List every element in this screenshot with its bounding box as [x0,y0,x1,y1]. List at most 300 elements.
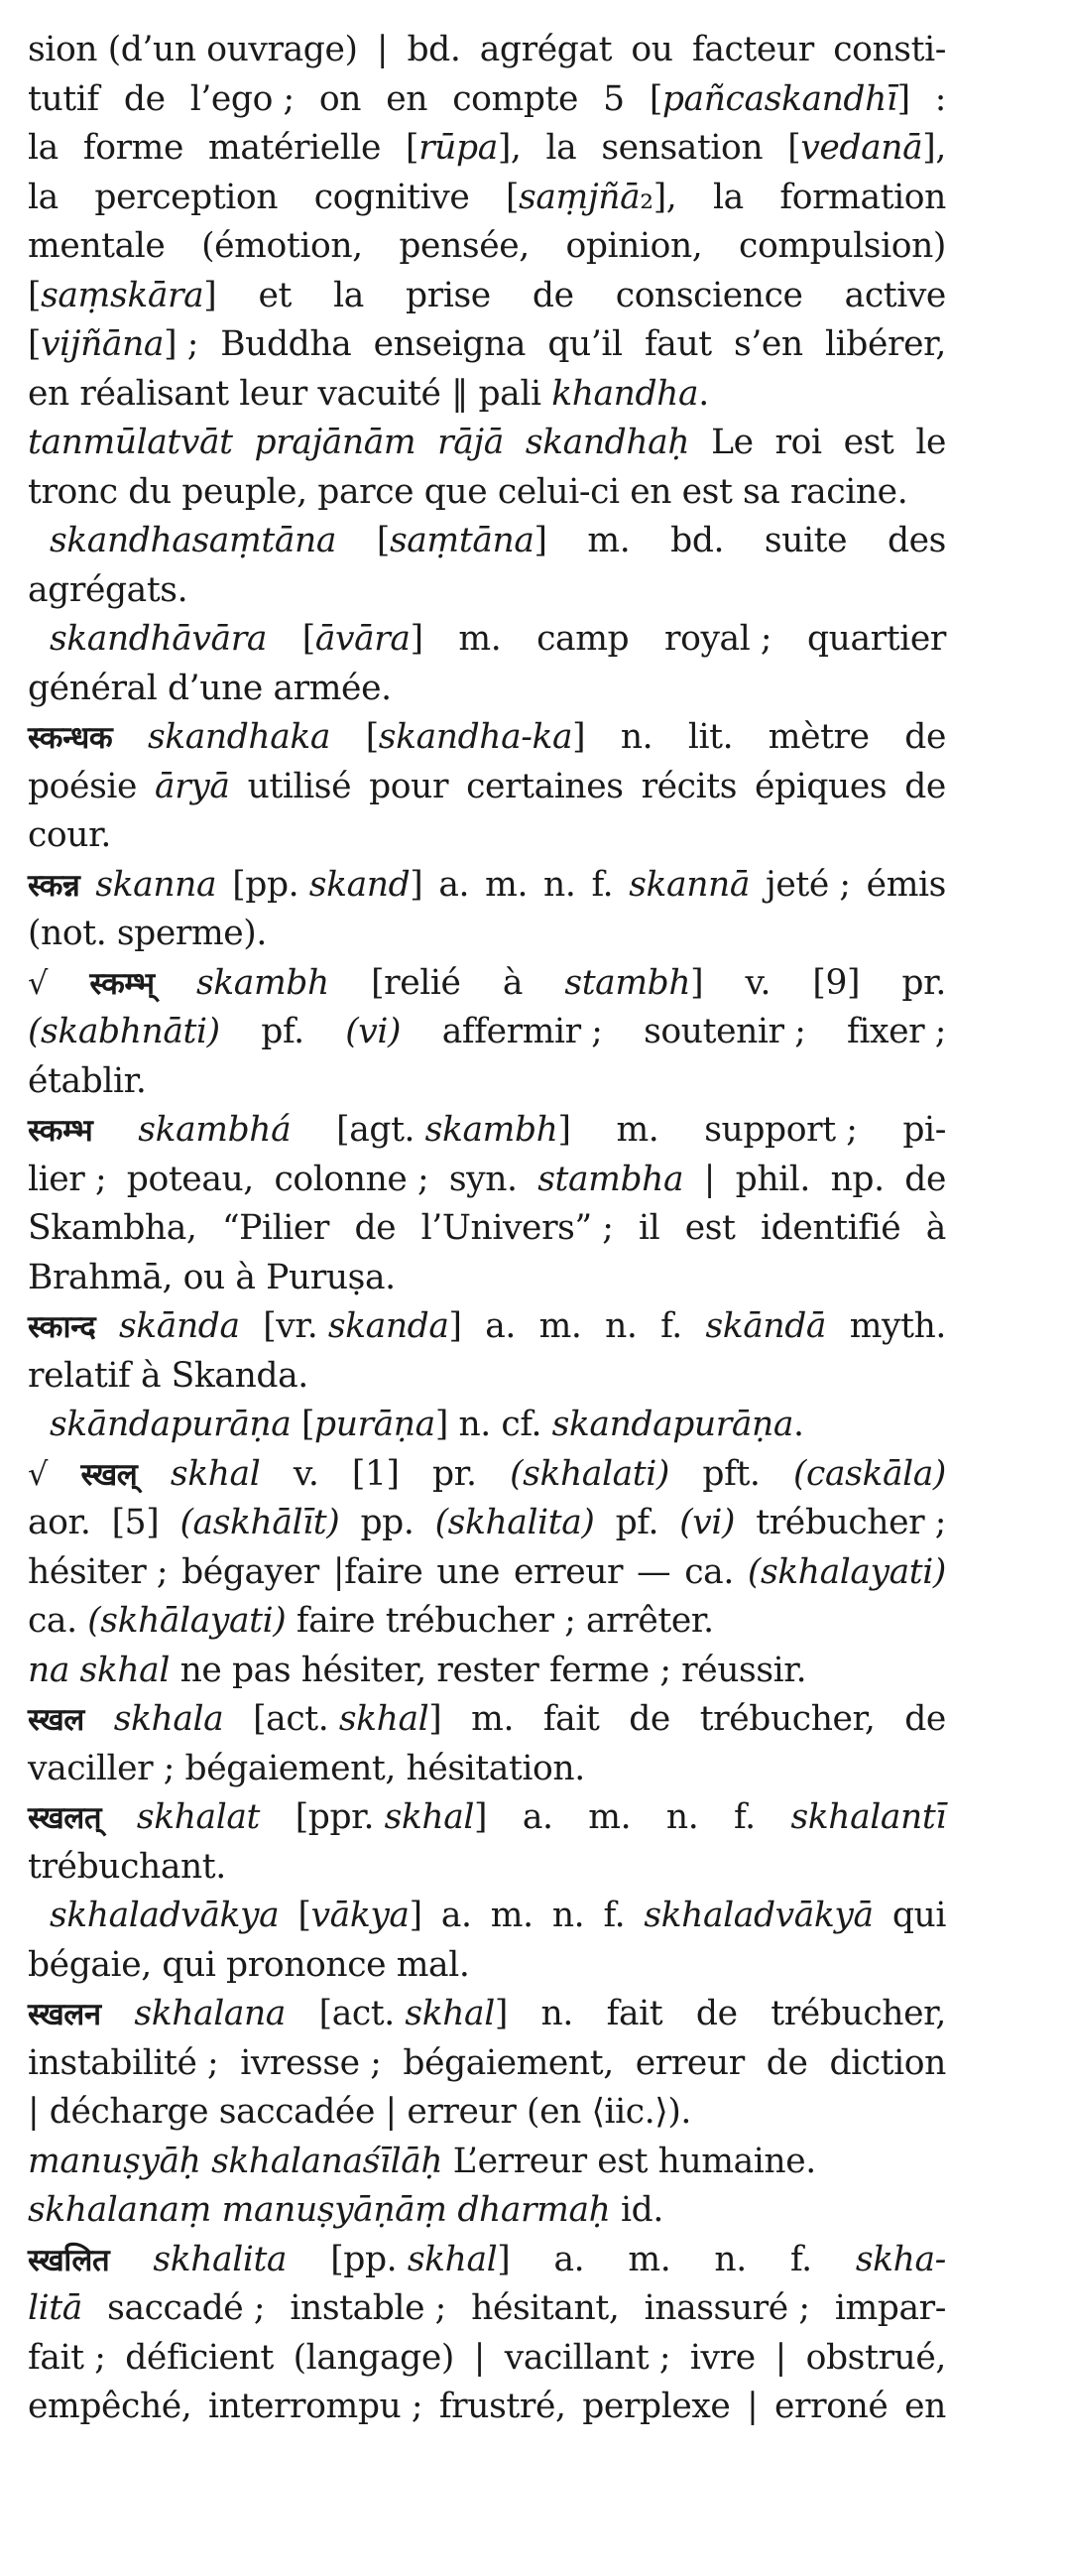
word [685,1204,736,1254]
text-run: poteau, [126,1159,254,1199]
word [485,861,528,911]
word [771,1990,946,2039]
word [439,2383,566,2432]
text-run: syn. [448,1159,518,1199]
text-run: ] [409,1896,422,1935]
text-line [28,713,946,763]
word [134,1990,286,2039]
text-run: fixer ; [847,1012,946,1051]
text-run: lit. [687,717,734,757]
text-run: (émotion, [201,226,363,266]
text-run: relatif à Skanda. [28,1355,308,1396]
word [155,763,230,812]
word [629,861,750,911]
text-run: perplexe [582,2387,731,2426]
word [28,1548,168,1598]
text-run: affermir ; [441,1012,603,1051]
text-line [28,2138,946,2187]
italic-term: (skhalati) [510,1453,669,1494]
word [406,124,521,174]
italic-term: skand [308,864,411,905]
word [644,1008,805,1057]
italic-term: skāndā [705,1306,827,1346]
italic-term: (caskāla) [792,1453,946,1494]
text-line [28,1254,946,1303]
text-run: frustré, [438,2387,566,2426]
word [650,75,910,125]
italic-term: skhal [170,1453,261,1494]
text-run: m. [616,1110,659,1150]
text-run: n. [540,1994,573,2033]
word [790,2236,812,2285]
italic-term: pañcaskandhī [661,78,897,119]
devanagari-headword: स्खलन [28,1997,101,2032]
italic-term: skandha-ka [378,717,573,757]
word [892,1892,946,1941]
word [734,1793,756,1843]
text-run: des [887,521,946,560]
text-run: n. [605,1306,638,1346]
word [696,1990,738,2039]
word [748,1548,946,1598]
italic-term: skāndapurāṇa [50,1405,292,1444]
word [616,1106,658,1156]
word [377,26,388,75]
italic-term: na skhal [28,1650,170,1690]
text-run: l’ego ; [189,78,295,119]
word [28,2383,191,2432]
italic-term: skhalantī [790,1797,946,1837]
word [28,2334,105,2384]
text-run: [ [505,177,520,217]
word [95,861,216,911]
word [50,1892,279,1941]
devanagari-headword: स्खलत् [28,1800,102,1836]
text-line [28,665,946,714]
italic-term: stambha [537,1159,684,1199]
text-line [28,26,946,75]
text-run: trébuchant. [28,1846,226,1887]
italic-term: rājā [437,423,504,462]
word [28,1302,95,1352]
root-sign-icon: √ [28,1454,48,1493]
text-run: pft. [702,1453,761,1494]
text-line [28,1008,946,1057]
word [637,1548,670,1598]
text-run: la [28,128,59,168]
italic-term: manuṣyāḥ skhalanaśīlāḥ [28,2141,443,2181]
word [533,272,574,321]
word [734,320,803,370]
word [711,419,754,468]
word [201,222,363,272]
text-run: libérer, [825,324,946,364]
text-run: ne pas hésiter, rester ferme ; réussir. [170,1650,807,1690]
word [926,1204,946,1254]
text-run: a. [553,2239,585,2279]
text-run: “Pilier [221,1208,329,1248]
word [452,75,578,125]
text-run: la [333,275,364,315]
text-run: pr. [432,1453,477,1494]
word [442,1008,603,1057]
word [435,1499,595,1548]
italic-term: skhalana [134,1994,286,2033]
text-run: ] ; [164,324,198,364]
text-run: aor. [28,1503,91,1542]
text-run: la [712,177,744,217]
text-line [28,1057,946,1107]
text-run: m. [458,619,502,659]
italic-term: (vi) [345,1012,402,1051]
text-run: facteur [691,30,814,69]
text-run: [pp. [232,864,309,905]
word [112,1499,160,1548]
text-run: [ [376,521,390,560]
word [582,2383,730,2432]
word [222,1204,329,1254]
text-run: forme [82,128,183,168]
text-run: empêché, [28,2387,192,2426]
text-run: | [747,2387,759,2426]
text-run: n. [665,1797,699,1837]
word [642,763,737,812]
text-line [28,763,946,812]
italic-term: (askhālīt) [179,1503,340,1542]
text-run: déficient [125,2337,274,2378]
text-run: tutif [28,78,99,119]
italic-term: (skabhnāti) [28,1012,220,1051]
word [546,124,577,174]
word [196,959,329,1009]
italic-term: tanmūlatvāt [28,423,233,462]
word [747,2383,758,2432]
text-line [28,1302,946,1352]
word [588,1793,631,1843]
word [704,1156,715,1205]
word [867,861,946,911]
text-run: f. [603,1896,626,1935]
text-run: lier ; [28,1159,107,1199]
text-run: ca. [28,1601,88,1641]
word [89,959,154,1009]
text-line [28,2383,946,2432]
word [181,1548,319,1598]
text-run: m. [485,864,529,905]
text-line [28,2284,946,2334]
text-run: est [684,1208,736,1248]
text-run: — [637,1551,671,1592]
text-run: faut [644,324,712,364]
word [485,1302,516,1352]
word [692,26,814,75]
devanagari-headword: स्खल [28,1702,84,1738]
text-line [28,419,946,468]
text-run: pi- [902,1110,946,1150]
word [298,1892,422,1941]
word [645,2284,810,2334]
text-run: f. [734,1797,756,1837]
text-run: pf. [615,1503,659,1542]
word [537,1156,683,1205]
word [543,861,575,911]
devanagari-headword: स्कान्द [28,1309,96,1345]
italic-term: saṃjñā [519,177,641,217]
text-line [28,1843,946,1893]
text-run: [relié [371,962,461,1003]
text-run: . [698,373,709,414]
text-run: vaciller ; bégaiement, hésitation. [28,1748,585,1788]
text-run: de [766,2042,808,2083]
word [739,222,946,272]
word [138,1106,291,1156]
word [829,2039,946,2089]
italic-term: āryā [155,766,230,806]
text-run: sion (d’un ouvrage) [28,30,358,69]
word [437,419,504,468]
word [850,1302,946,1352]
text-run: fait ; [28,2337,106,2378]
text-run: | [473,2337,485,2378]
text-run: instabilité ; [28,2042,219,2083]
word [336,1106,570,1156]
text-run: pp. [360,1503,415,1542]
italic-term: skhalat [136,1797,260,1837]
text-run: agrégats. [28,569,188,610]
word [28,75,99,125]
word [779,174,946,223]
text-run: pensée, [399,226,530,266]
word [28,763,137,812]
text-run: a. [522,1797,553,1837]
word [835,2284,946,2334]
text-run: la [545,128,577,168]
word [50,517,336,566]
text-run: cour. [28,815,111,855]
text-run: ivre [689,2337,756,2378]
word [458,615,501,665]
text-run: interrompu ; [208,2387,423,2426]
text-line [28,566,946,616]
text-line [28,959,946,1009]
text-run: | [376,30,389,69]
text-line [28,1745,946,1794]
text-line [28,1990,946,2039]
text-run: ], [922,128,946,168]
text-run: id. [610,2190,663,2230]
word [639,1204,659,1254]
word [240,2039,381,2089]
text-line [28,75,946,125]
word [28,1990,101,2039]
text-line [28,2186,946,2236]
word [263,1302,461,1352]
text-run: s’en [734,324,803,364]
word [616,1499,658,1548]
text-run: ] [494,1994,508,2033]
text-run: | [703,1159,716,1199]
text-run: [ppr. [295,1797,385,1837]
text-run: perception [94,177,279,217]
text-run: m. [588,1797,632,1837]
text-run: Brahmā, ou à Puruṣa. [28,1257,396,1297]
word [421,1204,614,1254]
text-run: [ [406,128,419,168]
text-run: pour [369,766,449,806]
word [80,1450,137,1500]
word [377,517,547,566]
text-run: on [318,78,362,119]
word [679,1499,735,1548]
text-run: [agt. [336,1110,425,1150]
word [491,1892,534,1941]
text-run: bégayer [181,1551,319,1592]
italic-term: skhal [405,1994,495,2033]
word [371,959,460,1009]
text-run: m. [471,1699,515,1739]
text-run: vacillant ; [504,2337,671,2378]
italic-term: vedanā [800,128,923,168]
text-run: en réalisant leur vacuité ‖ pali [28,373,552,414]
word [28,2236,109,2285]
text-run: pf. [261,1012,304,1051]
word [399,222,529,272]
word [704,1106,857,1156]
word [628,2236,670,2285]
word [386,75,427,125]
text-run: pr. [901,962,946,1003]
word [50,615,267,665]
word [904,2383,946,2432]
text-run: utilisé [247,766,352,806]
text-run: la [28,177,59,217]
word [28,272,216,321]
italic-term: (skhalita) [434,1503,595,1542]
word [746,959,771,1009]
word [503,959,523,1009]
text-run: m. [628,2239,671,2279]
word [366,713,586,763]
text-run: identifié [761,1208,901,1248]
word [790,1793,946,1843]
word [523,1793,553,1843]
word [769,713,870,763]
dictionary-page [28,26,946,2432]
text-run: (langage) [293,2337,454,2378]
word [83,124,183,174]
text-run: phil. [735,1159,810,1199]
text-line [28,861,946,911]
text-run: de [904,1699,946,1739]
text-run: jeté ; [766,864,851,905]
text-run: ] [410,619,423,659]
word [406,272,491,321]
italic-term: saṃskāra [41,275,204,315]
text-run: formation [779,177,946,217]
word [296,1793,487,1843]
word [28,861,79,911]
text-run: en [904,2387,946,2426]
text-run: a. [440,1896,472,1935]
text-run: ] [203,275,217,315]
italic-term: rūpa [418,128,498,168]
text-run: ] [428,1699,442,1739]
word [856,2236,946,2285]
word [232,861,422,911]
text-run: de [532,275,574,315]
devanagari-headword: स्खलित [28,2242,110,2278]
text-line [28,1352,946,1402]
text-run: sensation [601,128,764,168]
text-line [28,1597,946,1647]
word [714,2236,746,2285]
text-run: [9] [812,962,861,1003]
word [28,26,358,75]
text-run: mentale [28,226,166,266]
italic-term: skambhá [138,1110,292,1150]
word [690,2334,756,2384]
text-run: ca. [684,1551,734,1592]
text-run: colonne ; [274,1159,429,1199]
text-line [28,1499,946,1548]
word [506,174,676,223]
text-run: ] [896,78,910,119]
text-run: [ [28,275,42,315]
italic-term: skhaladvākya [50,1896,280,1935]
text-line [28,910,946,959]
text-run: myth. [849,1306,946,1346]
word [360,1499,414,1548]
text-line [28,468,946,518]
text-run: f. [789,2239,812,2279]
text-run: [vr. [263,1306,328,1346]
word [888,517,946,566]
text-run: erroné [774,2387,889,2426]
text-run: erreur [635,2042,745,2083]
italic-term: skandapurāṇa [551,1405,793,1444]
word [807,615,946,665]
text-run: de [904,717,946,757]
text-line [28,2334,946,2384]
word [812,959,860,1009]
word [688,713,733,763]
word [28,2039,218,2089]
word [125,2334,274,2384]
word [775,2334,786,2384]
devanagari-headword: स्कम्भ् [89,965,155,1002]
word [333,272,364,321]
word [480,26,612,75]
word [333,1548,423,1598]
word [432,1450,477,1500]
text-run: émis [866,864,946,905]
text-run: il [638,1208,660,1248]
word [28,320,198,370]
word [294,2334,454,2384]
italic-term: skhala [113,1699,224,1739]
text-line [28,1941,946,1991]
word [774,2383,888,2432]
word [787,124,946,174]
word [904,713,946,763]
italic-term: skhaladvākyā [644,1896,874,1935]
word [904,1695,946,1745]
word [374,320,526,370]
text-run: suite [764,521,848,560]
word [806,2334,946,2384]
text-line [28,174,946,223]
italic-term: skhalanaṃ manuṣyāṇāṃ dharmaḥ [28,2190,611,2230]
